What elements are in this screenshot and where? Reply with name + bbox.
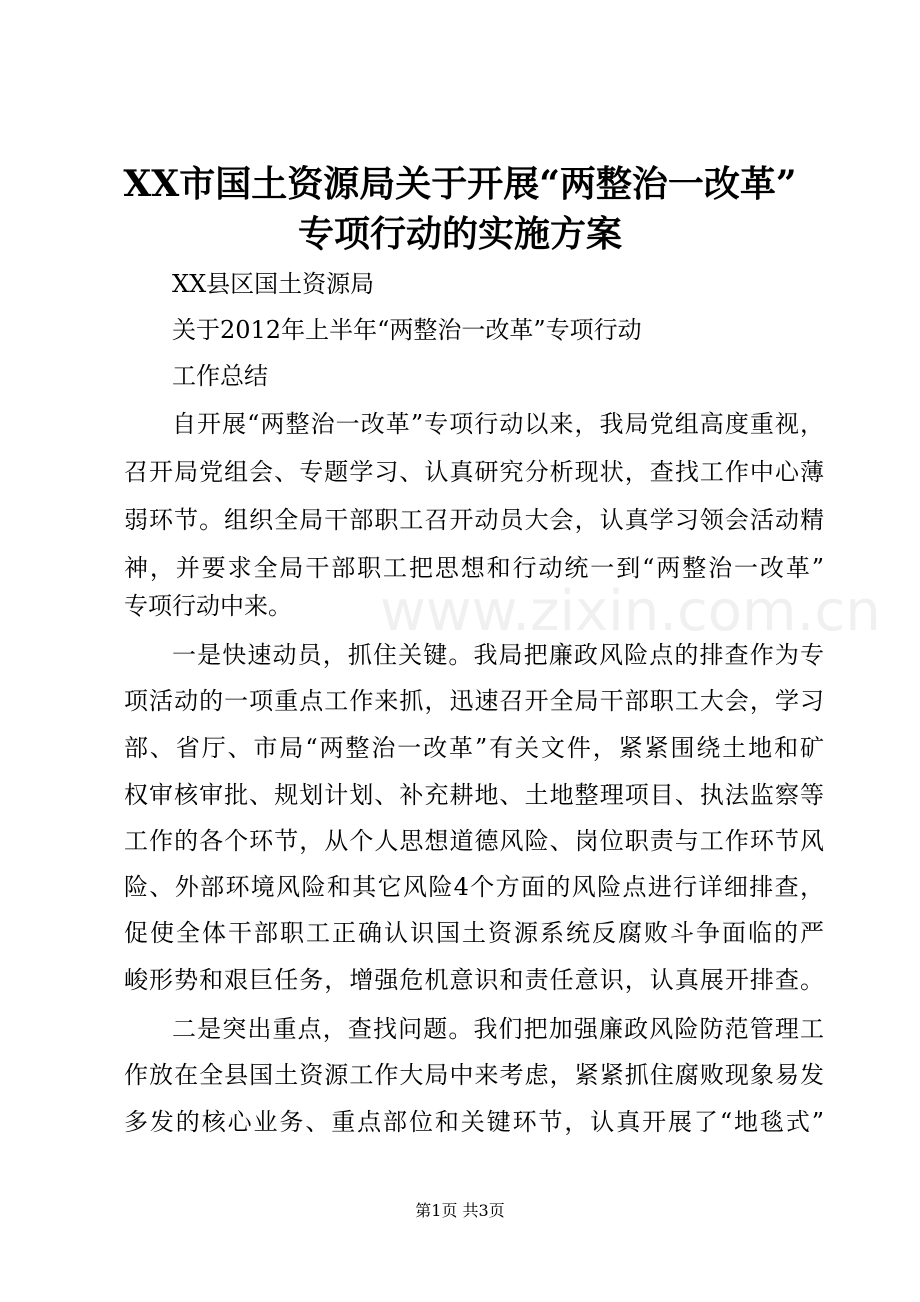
paragraph-line: 专项行动中来。	[124, 592, 292, 620]
page-footer: 第1页 共3页	[415, 1201, 505, 1220]
header-line: 工作总结	[172, 362, 268, 390]
header-line: XX县区国土资源局	[172, 270, 375, 298]
document-title-line-2: 专项行动的实施方案	[297, 213, 622, 255]
paragraph-line: 项活动的一项重点工作来抓，迅速召开全局干部职工大会，学习	[124, 687, 824, 715]
paragraph-line: 弱环节。组织全局干部职工召开动员大会，认真学习领会活动精	[124, 506, 824, 534]
paragraph-line: 召开局党组会、专题学习、认真研究分析现状，查找工作中心薄	[124, 458, 824, 486]
paragraph-line: 一是快速动员，抓住关键。我局把廉政风险点的排查作为专	[172, 641, 824, 669]
paragraph-line: 神，并要求全局干部职工把思想和行动统一到“两整治一改革”	[124, 554, 824, 582]
paragraph-line: 作放在全县国土资源工作大局中来考虑，紧紧抓住腐败现象易发	[124, 1061, 824, 1089]
paragraph-line: 权审核审批、规划计划、补充耕地、土地整理项目、执法监察等	[124, 781, 824, 809]
paragraph-line: 二是突出重点，查找问题。我们把加强廉政风险防范管理工	[172, 1015, 824, 1043]
paragraph-line: 自开展“两整治一改革”专项行动以来，我局党组高度重视，	[172, 410, 824, 438]
paragraph-line: 险、外部环境风险和其它风险4个方面的风险点进行详细排查，	[124, 873, 824, 901]
paragraph-line: 多发的核心业务、重点部位和关键环节，认真开展了“地毯式”	[124, 1108, 824, 1136]
document-title-line-1: XX市国土资源局关于开展“两整治一改革”	[123, 163, 797, 205]
watermark: www.zixin.com.cn	[380, 579, 881, 644]
paragraph-line: 工作的各个环节，从个人思想道德风险、岗位职责与工作环节风	[124, 827, 824, 855]
header-line: 关于2012年上半年“两整治一改革”专项行动	[172, 316, 642, 344]
paragraph-line: 部、省厅、市局“两整治一改革”有关文件，紧紧围绕土地和矿	[124, 734, 824, 762]
paragraph-line: 促使全体干部职工正确认识国土资源系统反腐败斗争面临的严	[124, 919, 824, 947]
paragraph-line: 峻形势和艰巨任务，增强危机意识和责任意识，认真展开排查。	[124, 966, 824, 994]
